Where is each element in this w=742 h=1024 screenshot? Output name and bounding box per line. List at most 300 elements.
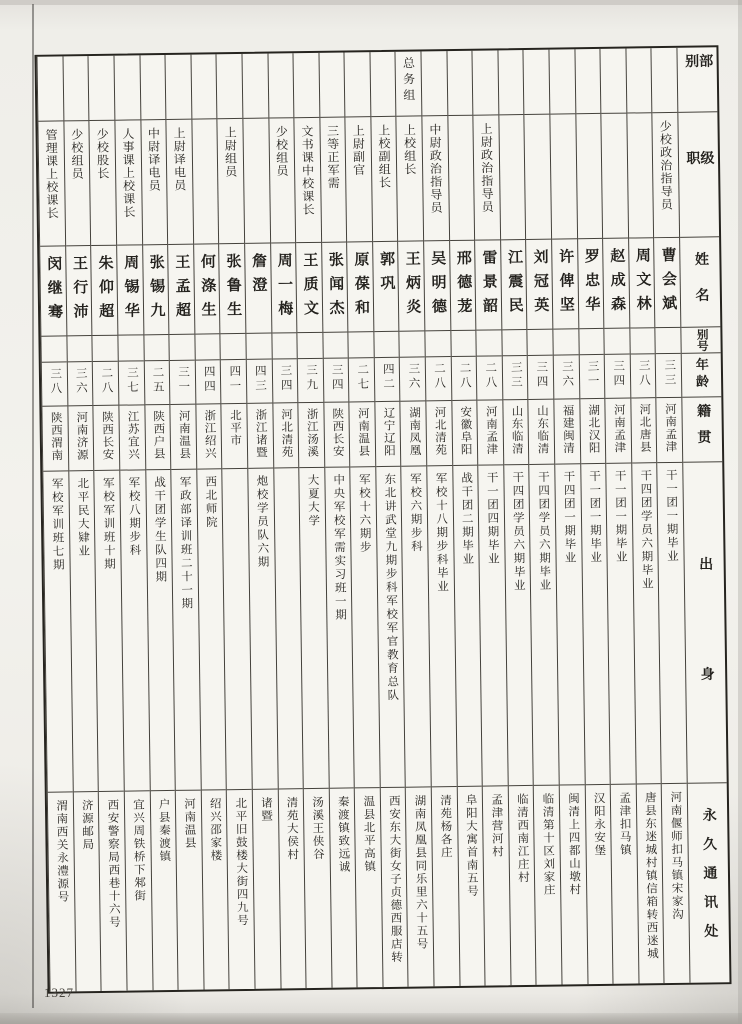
cell-alias <box>42 336 67 362</box>
person-address: 湖南凤凰县同乐里六十五号 <box>413 794 428 951</box>
cell-address <box>278 789 305 988</box>
person-rank: 中尉政治指导员 <box>427 123 444 215</box>
cell-name <box>501 240 527 330</box>
cell-alias <box>451 331 476 357</box>
cell-department <box>166 55 191 120</box>
person-native-place: 浙江诸暨 <box>254 408 268 459</box>
cell-native-place <box>452 401 477 466</box>
cell-alias <box>170 335 195 361</box>
cell-rank <box>576 114 602 239</box>
person-name: 张闻杰 <box>326 251 344 324</box>
cell-alias <box>553 329 578 355</box>
person-age: 三八 <box>49 367 62 397</box>
person-department <box>459 51 460 115</box>
cell-age <box>119 361 144 405</box>
cell-rank <box>653 113 679 238</box>
person-address: 清苑大侯村 <box>285 796 299 862</box>
cell-department <box>268 53 293 118</box>
person-native-place: 陕西长安 <box>100 410 114 461</box>
cell-age <box>42 362 67 406</box>
person-background <box>235 469 239 789</box>
person-department <box>587 49 588 113</box>
person-address: 秦渡镇致远诚 <box>336 795 350 874</box>
person-native-place: 陕西户县 <box>152 410 165 461</box>
cell-rank <box>218 119 244 244</box>
person-age: 三四 <box>279 364 292 394</box>
person-department <box>357 52 358 116</box>
header-cell-address <box>688 783 730 983</box>
cell-department <box>396 51 421 116</box>
person-name: 王行沛 <box>70 255 88 328</box>
person-native-place: 河南温县 <box>177 409 191 460</box>
cell-age <box>451 357 476 401</box>
person-background: 干四团学员六期毕业 <box>639 469 653 591</box>
person-address: 清苑杨各庄 <box>438 794 452 860</box>
person-address: 汤溪王侠谷 <box>310 795 324 862</box>
cell-name <box>424 241 450 331</box>
person-native-place: 河南温县 <box>356 407 370 458</box>
person-background: 战干团学生队四期 <box>152 476 167 585</box>
cell-name <box>219 244 245 334</box>
person-native-place: 陕西长安 <box>331 407 344 458</box>
person-address: 绍兴邵家楼 <box>208 797 222 863</box>
cell-rank <box>627 113 653 238</box>
cell-age <box>554 355 579 399</box>
person-rank: 上尉译电员 <box>171 126 187 192</box>
person-age: 二七 <box>356 363 369 393</box>
person-native-place: 山东临清 <box>510 405 524 456</box>
person-age: 四一 <box>228 364 241 395</box>
cell-address <box>253 790 280 989</box>
person-rank: 上尉副官 <box>351 124 366 177</box>
person-department <box>331 53 332 117</box>
person-rank <box>460 116 462 240</box>
cell-department <box>626 48 651 113</box>
person-background: 炮校学员队六期 <box>255 474 269 570</box>
person-address: 闽清上四都山墩村 <box>566 792 581 897</box>
header-cell-rank <box>678 112 719 238</box>
header-cell-name <box>680 237 720 328</box>
person-native-place: 河北唐县 <box>638 403 651 454</box>
cell-rank <box>397 116 423 241</box>
cell-name <box>373 242 399 332</box>
scan-gutter-line <box>32 4 34 1008</box>
person-native-place: 北平市 <box>228 408 242 447</box>
person-department <box>664 48 665 112</box>
person-age: 三三 <box>509 361 523 391</box>
cell-department <box>114 55 139 120</box>
cell-name <box>475 240 501 330</box>
person-department <box>101 56 102 120</box>
person-address: 阜阳大寓首南五号 <box>464 793 478 898</box>
person-age: 三六 <box>560 360 574 390</box>
header-name-label: 姓名 <box>692 251 709 324</box>
header-rank-label: 级职 <box>684 150 715 197</box>
cell-name <box>578 239 604 329</box>
personnel-roster-table <box>34 45 731 993</box>
cell-age <box>349 358 374 402</box>
cell-address <box>150 791 177 990</box>
person-rank: 上校副组长 <box>376 123 392 190</box>
cell-native-place <box>119 405 144 470</box>
person-department <box>511 50 512 114</box>
person-age: 三四 <box>535 360 548 390</box>
person-name: 周锡华 <box>122 254 140 327</box>
person-department <box>639 48 640 112</box>
person-name: 王孟超 <box>173 253 191 326</box>
cell-native-place <box>298 403 323 468</box>
cell-native-place <box>43 406 68 471</box>
scan-edge-right <box>738 0 742 1024</box>
person-background: 军校军训班七期 <box>50 477 64 573</box>
header-cell-alias <box>681 327 720 354</box>
cell-name <box>40 246 66 336</box>
person-background: 干四团学员六期毕业 <box>511 471 525 593</box>
cell-alias <box>528 330 553 356</box>
cell-address <box>329 788 356 987</box>
cell-address <box>99 792 126 991</box>
person-department <box>76 56 77 120</box>
cell-age <box>323 358 348 402</box>
person-native-place: 河南济源 <box>75 411 88 462</box>
person-address: 临清西南江庄村 <box>515 793 529 885</box>
person-department <box>434 51 435 115</box>
cell-department <box>38 56 63 121</box>
person-rank: 少校组员 <box>274 125 290 178</box>
header-address-label: 永久通讯处 <box>700 807 718 953</box>
cell-native-place <box>631 398 656 463</box>
person-background: 军校军训班十期 <box>101 476 116 572</box>
person-department <box>229 54 230 118</box>
cell-address <box>74 792 101 991</box>
cell-name <box>168 245 194 335</box>
person-rank: 管理课上校课长 <box>43 128 60 220</box>
person-background: 干一团一期毕业 <box>613 469 627 565</box>
person-age: 二八 <box>100 366 113 396</box>
person-background <box>286 468 290 788</box>
cell-address <box>662 784 689 983</box>
cell-alias <box>656 328 681 354</box>
person-native-place: 河南孟津 <box>484 405 498 456</box>
cell-native-place <box>324 402 349 467</box>
cell-address <box>432 787 459 986</box>
person-address: 宜兴周铁桥下邾街 <box>131 798 146 903</box>
person-address: 西安东大街女子贞德西服店转 <box>387 794 403 964</box>
cell-name <box>655 238 681 328</box>
cell-age <box>631 354 656 398</box>
cell-alias <box>93 336 118 362</box>
cell-department <box>345 52 370 117</box>
person-age: 四四 <box>202 365 216 395</box>
person-department <box>255 54 256 118</box>
person-address: 唐县东迷城村镇信箱转西迷城 <box>643 791 659 961</box>
cell-department <box>422 51 447 116</box>
cell-rank <box>192 119 218 244</box>
person-background: 军校六期步科 <box>408 472 422 554</box>
person-age: 二八 <box>484 361 497 391</box>
cell-age <box>375 358 400 402</box>
person-rank <box>563 114 565 238</box>
person-address: 北平旧鼓楼大街四九号 <box>234 796 249 928</box>
person-department <box>280 53 281 117</box>
person-department <box>127 56 128 120</box>
header-cell-age <box>682 353 722 398</box>
person-native-place: 湖北汉阳 <box>587 403 600 455</box>
cell-native-place <box>580 399 605 464</box>
cell-address <box>125 791 152 990</box>
person-name: 罗忠华 <box>582 247 600 321</box>
cell-department <box>549 49 574 114</box>
page-number: 1327 <box>44 985 74 1000</box>
cell-department <box>140 55 165 120</box>
cell-rank <box>371 117 397 242</box>
person-department <box>178 55 179 119</box>
person-background: 中央军校军需实习班一期 <box>332 473 347 623</box>
person-department: 总务组 <box>401 56 416 105</box>
person-name: 周一梅 <box>275 252 293 325</box>
person-background: 军政部译训班二十一期 <box>178 475 193 611</box>
cell-age <box>579 355 604 399</box>
person-rank: 上尉政治指导员 <box>479 122 495 214</box>
cell-name <box>91 246 117 336</box>
header-cell-department <box>677 47 717 113</box>
cell-address <box>48 792 75 991</box>
cell-department <box>191 54 216 119</box>
cell-rank <box>525 115 551 240</box>
cell-name <box>399 241 425 331</box>
cell-alias <box>374 332 399 358</box>
header-native-place-label: 籍贯 <box>694 403 711 456</box>
person-name: 雷景韶 <box>480 249 498 322</box>
person-address: 西安警察局西巷十六号 <box>106 798 121 929</box>
cell-name <box>245 244 271 334</box>
cell-department <box>601 49 626 114</box>
person-rank: 上尉组员 <box>223 125 238 179</box>
cell-alias <box>272 333 297 359</box>
person-rank <box>537 115 539 239</box>
cell-age <box>195 360 220 404</box>
cell-department <box>294 53 319 118</box>
person-native-place: 江苏宜兴 <box>126 410 140 461</box>
person-background: 军校八期步科 <box>127 476 141 558</box>
person-name: 张鲁生 <box>224 252 242 326</box>
person-age: 二八 <box>432 362 446 392</box>
cell-native-place <box>657 398 682 463</box>
cell-department <box>498 50 523 115</box>
person-background: 北平民大肄业 <box>76 477 90 559</box>
person-name: 吴明德 <box>429 250 447 323</box>
cell-alias <box>246 334 271 360</box>
cell-native-place <box>554 399 579 464</box>
person-age: 四二 <box>381 362 395 392</box>
person-address: 河南温县 <box>183 797 196 850</box>
cell-address <box>534 786 561 985</box>
cell-department <box>63 56 88 121</box>
cell-name <box>296 243 322 333</box>
person-name: 周文林 <box>633 247 651 320</box>
cell-rank <box>550 114 576 239</box>
person-name: 詹澄 <box>249 252 267 301</box>
person-background: 干一团一期毕业 <box>588 469 602 565</box>
person-background: 大夏大学 <box>306 473 320 529</box>
cell-alias <box>144 335 169 361</box>
cell-age <box>605 355 630 399</box>
person-native-place: 河南孟津 <box>612 403 626 454</box>
cell-native-place <box>247 404 272 469</box>
cell-alias <box>195 334 220 360</box>
cell-name <box>117 245 143 335</box>
person-department <box>306 53 307 117</box>
cell-rank <box>448 116 474 241</box>
cell-native-place <box>273 403 298 468</box>
cell-age <box>68 362 93 406</box>
cell-department <box>575 49 600 114</box>
person-name: 江震民 <box>505 249 523 322</box>
person-name: 许俾坚 <box>557 248 575 321</box>
person-name: 闵继骞 <box>45 255 63 328</box>
person-name: 赵成森 <box>608 247 626 320</box>
cell-address <box>611 784 638 983</box>
cell-native-place <box>478 400 503 465</box>
cell-name <box>603 239 629 329</box>
header-background-label: 出身 <box>697 556 716 777</box>
cell-alias <box>349 332 374 358</box>
cell-native-place <box>606 399 631 464</box>
person-name: 原葆和 <box>352 251 370 324</box>
person-department <box>485 51 486 115</box>
person-rank: 上校组长 <box>402 123 417 176</box>
cell-rank <box>243 119 269 244</box>
person-rank <box>588 114 590 238</box>
cell-department <box>217 54 242 119</box>
person-age: 二五 <box>151 366 164 396</box>
cell-rank <box>115 120 141 245</box>
person-address: 济源邮局 <box>80 799 94 852</box>
cell-name <box>347 242 373 332</box>
person-address: 河南偃师扣马镇宋家沟 <box>669 790 684 922</box>
cell-name <box>629 238 655 328</box>
person-department <box>536 50 537 114</box>
header-alias-label: 别号 <box>695 328 708 352</box>
person-name: 曹会斌 <box>659 246 677 320</box>
cell-alias <box>477 330 502 356</box>
cell-alias <box>400 331 425 357</box>
cell-address <box>585 785 612 984</box>
cell-age <box>528 356 553 400</box>
person-name: 王质文 <box>301 251 319 325</box>
person-address: 温县北平高镇 <box>362 795 376 874</box>
cell-name <box>66 246 92 336</box>
person-age: 三六 <box>74 367 88 397</box>
cell-address <box>560 785 587 984</box>
cell-native-place <box>68 406 93 471</box>
person-name: 邢德茏 <box>454 249 472 322</box>
person-department <box>562 49 563 113</box>
cell-rank <box>90 121 116 246</box>
cell-rank <box>602 114 628 239</box>
person-rank: 中尉译电员 <box>146 127 162 193</box>
cell-name <box>552 239 578 329</box>
header-department-label: 部别 <box>683 53 713 84</box>
cell-native-place <box>171 405 196 470</box>
cell-native-place <box>529 400 554 465</box>
person-address: 孟津扣马镇 <box>618 791 631 857</box>
person-native-place: 浙江绍兴 <box>203 409 216 460</box>
person-background: 军校十八期步科毕业 <box>434 472 449 594</box>
person-native-place: 河北清苑 <box>433 406 447 457</box>
cell-department <box>319 53 344 118</box>
cell-native-place <box>145 405 170 470</box>
cell-age <box>503 356 528 400</box>
person-background: 干四团学员六期毕业 <box>536 470 551 593</box>
scan-edge-top <box>0 0 742 5</box>
cell-name <box>527 240 553 330</box>
cell-rank <box>499 115 525 240</box>
person-background: 干一团一期毕业 <box>664 468 679 564</box>
cell-age <box>426 357 451 401</box>
person-department <box>50 57 51 121</box>
person-address: 诸暨 <box>259 796 273 823</box>
person-name: 王炳炎 <box>403 250 421 323</box>
cell-age <box>298 359 323 403</box>
cell-alias <box>425 331 450 357</box>
cell-alias <box>605 329 630 355</box>
person-department <box>383 52 384 116</box>
person-native-place: 陕西渭南 <box>49 411 63 462</box>
person-native-place: 山东临清 <box>535 404 549 455</box>
person-age: 二八 <box>458 361 471 391</box>
cell-age <box>656 354 681 398</box>
cell-alias <box>297 333 322 359</box>
cell-age <box>93 362 118 406</box>
person-age: 三四 <box>612 359 625 389</box>
person-name: 刘冠英 <box>531 248 549 321</box>
person-age: 三九 <box>304 363 318 394</box>
cell-address <box>509 786 536 985</box>
person-rank <box>204 119 206 243</box>
cell-age <box>170 361 195 405</box>
cell-alias <box>67 336 92 362</box>
person-rank: 少校股长 <box>95 127 110 180</box>
cell-address <box>304 789 331 988</box>
cell-department <box>652 48 677 113</box>
cell-native-place <box>426 401 451 466</box>
cell-native-place <box>503 400 528 465</box>
cell-name <box>143 245 169 335</box>
cell-name <box>450 241 476 331</box>
cell-alias <box>630 328 655 354</box>
cell-department <box>473 50 498 115</box>
cell-rank <box>320 117 346 242</box>
person-rank <box>256 119 258 243</box>
person-address: 孟津营河村 <box>490 793 504 859</box>
cell-rank <box>474 115 500 240</box>
person-rank: 文书课中校课长 <box>299 124 316 217</box>
cell-department <box>89 56 114 121</box>
cell-rank <box>346 117 372 242</box>
person-rank: 少校政治指导员 <box>658 119 674 212</box>
person-rank: 人事课上校课长 <box>120 127 137 219</box>
person-native-place: 湖南凤凰 <box>407 406 421 457</box>
cell-age <box>272 359 297 403</box>
person-rank: 三等正军需 <box>325 124 341 190</box>
person-name: 郭巩 <box>377 250 395 300</box>
scan-edge-bottom <box>0 1013 742 1024</box>
person-background: 战干团二期毕业 <box>460 471 474 567</box>
person-native-place: 安徽阜阳 <box>459 405 472 456</box>
person-name: 朱仰超 <box>96 254 114 327</box>
cell-address <box>406 787 433 986</box>
